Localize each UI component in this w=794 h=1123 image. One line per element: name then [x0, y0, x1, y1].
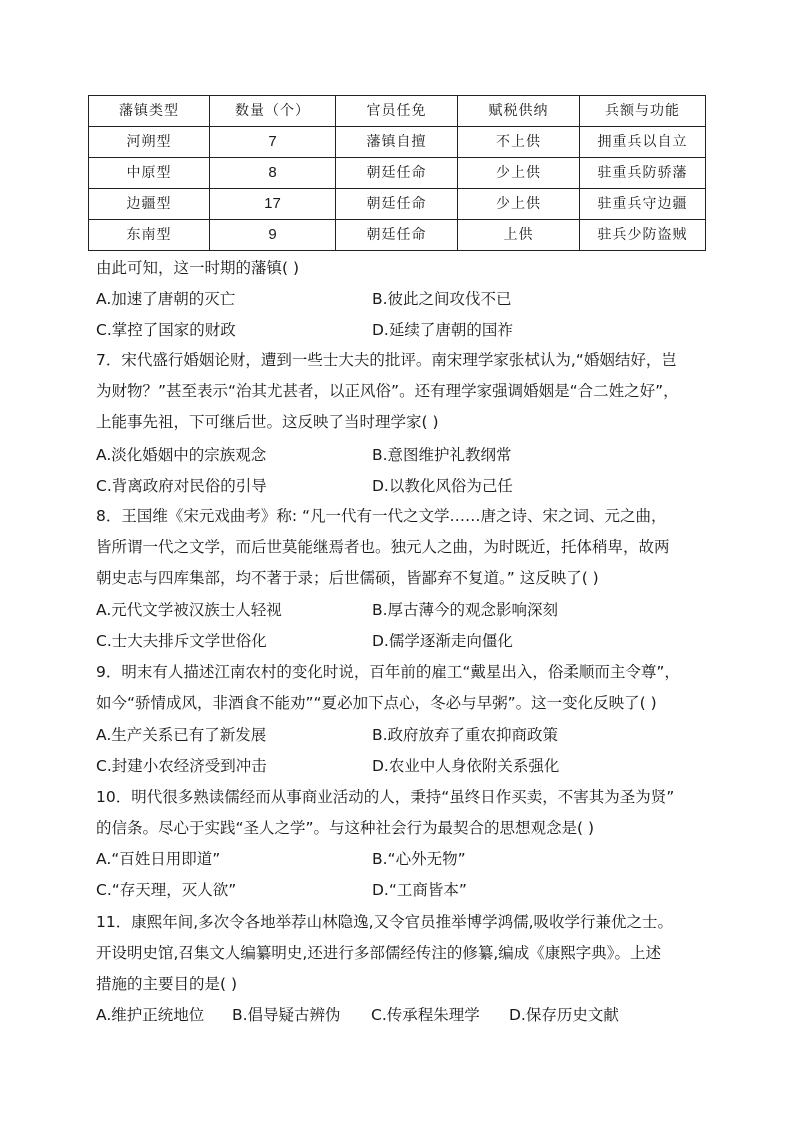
table-row: [89, 189, 706, 220]
q8-option-a[interactable]: A.元代文学被汉族士人轻视: [96, 601, 282, 619]
table-cell: 中原型: [89, 158, 210, 189]
table-cell: 驻兵少防盗贼: [580, 220, 706, 251]
q8-stem-line: 8．王国维《宋元戏曲考》称: “凡一代有一代之文学……唐之诗、宋之词、元之曲，: [96, 507, 667, 525]
table-cell: 东南型: [89, 220, 210, 251]
table-cell: 边疆型: [89, 189, 210, 220]
table-header-row: [89, 96, 706, 127]
table-cell: 少上供: [458, 189, 580, 220]
table-header-cell: 藩镇类型: [89, 96, 210, 127]
q11-option-c[interactable]: C.传承程朱理学: [371, 1006, 480, 1024]
table-cell: 朝廷任命: [336, 189, 458, 220]
q8-option-d[interactable]: D.儒学逐渐走向僵化: [372, 632, 513, 650]
q7-stem-line: 上能事先祖，下可继后世。这反映了当时理学家( ): [96, 413, 439, 431]
q8-option-b[interactable]: B.厚古薄今的观念影响深刻: [372, 601, 559, 619]
q6-option-a[interactable]: A.加速了唐朝的灭亡: [96, 290, 236, 308]
q7-stem-line: 为财物？”甚至表示“治其尤甚者，以正风俗”。还有理学家强调婚姻是“合二姓之好”，: [96, 382, 679, 400]
q8-stem-line: 朝史志与四库集部，均不著于录；后世儒硕，皆鄙弃不复道。” 这反映了( ): [96, 569, 599, 587]
q9-option-d[interactable]: D.农业中人身依附关系强化: [372, 757, 560, 775]
q10-option-a[interactable]: A.“百姓日用即道”: [96, 850, 221, 868]
q6-option-b[interactable]: B.彼此之间攻伐不已: [372, 290, 512, 308]
q11-option-a[interactable]: A.维护正统地位: [96, 1006, 205, 1024]
table-cell: 驻重兵防骄藩: [580, 158, 706, 189]
q9-option-b[interactable]: B.政府放弃了重农抑商政策: [372, 726, 559, 744]
table-cell: 驻重兵守边疆: [580, 189, 706, 220]
table-row: [89, 158, 706, 189]
q11-option-b[interactable]: B.倡导疑古辨伪: [232, 1006, 341, 1024]
q7-option-d[interactable]: D.以教化风俗为己任: [372, 477, 513, 495]
table-cell: 7: [210, 127, 336, 158]
table-header-cell: 赋税供纳: [458, 96, 580, 127]
q9-option-a[interactable]: A.生产关系已有了新发展: [96, 726, 267, 744]
table-cell: 朝廷任命: [336, 220, 458, 251]
fanzhen-table: [88, 95, 706, 251]
q11-option-d[interactable]: D.保存历史文献: [509, 1006, 619, 1024]
table-cell: 藩镇自擅: [336, 127, 458, 158]
table-cell: 不上供: [458, 127, 580, 158]
q9-stem-line: 9．明末有人描述江南农村的变化时说，百年前的雇工“戴星出入，俗柔顺而主令尊”，: [96, 663, 680, 681]
q8-stem-line: 皆所谓一代之文学，而后世莫能继焉者也。独元人之曲，为时既近，托体稍卑，故两: [96, 538, 670, 556]
q6-option-c[interactable]: C.掌控了国家的财政: [96, 321, 236, 339]
table-row: [89, 127, 706, 158]
table-row: [89, 220, 706, 251]
q9-option-c[interactable]: C.封建小农经济受到冲击: [96, 757, 267, 775]
q6-option-d[interactable]: D.延续了唐朝的国祚: [372, 321, 513, 339]
q10-stem-line: 10．明代很多熟读儒经而从事商业活动的人，秉持“虽终日作买卖，不害其为圣为贤”: [96, 788, 675, 806]
q6-stem: 由此可知，这一时期的藩镇( ): [96, 259, 300, 277]
table-cell: 河朔型: [89, 127, 210, 158]
q11-stem-line: 11．康熙年间,多次令各地举荐山林隐逸,又令官员推举博学鸿儒,吸收学行兼优之士。: [96, 913, 674, 931]
q7-option-c[interactable]: C.背离政府对民俗的引导: [96, 477, 267, 495]
q11-stem-line: 开设明史馆,召集文人编纂明史,还进行多部儒经传注的修纂,编成《康熙字典》。上述: [96, 944, 662, 962]
q11-stem-line: 措施的主要目的是( ): [96, 975, 238, 993]
q7-option-b[interactable]: B.意图维护礼教纲常: [372, 446, 512, 464]
table-header-cell: 兵额与功能: [580, 96, 706, 127]
q10-option-c[interactable]: C.“存天理，灭人欲”: [96, 881, 237, 899]
q7-stem-line: 7．宋代盛行婚姻论财，遭到一些士大夫的批评。南宋理学家张栻认为,“婚姻结好，岂: [96, 351, 677, 369]
table-header-cell: 数量（个）: [210, 96, 336, 127]
table-cell: 少上供: [458, 158, 580, 189]
table-cell: 9: [210, 220, 336, 251]
q8-option-c[interactable]: C.士大夫排斥文学世俗化: [96, 632, 267, 650]
q10-option-b[interactable]: B.“心外无物”: [372, 850, 466, 868]
table-cell: 朝廷任命: [336, 158, 458, 189]
table-cell: 8: [210, 158, 336, 189]
q10-stem-line: 的信条。尽心于实践“圣人之学”。与这种社会行为最契合的思想观念是( ): [96, 819, 595, 837]
table-header-cell: 官员任免: [336, 96, 458, 127]
table-cell: 拥重兵以自立: [580, 127, 706, 158]
q7-option-a[interactable]: A.淡化婚姻中的宗族观念: [96, 446, 267, 464]
q9-stem-line: 如今“骄情成风，非酒食不能劝”“夏必加下点心，冬必与早粥”。这一变化反映了( ): [96, 694, 657, 712]
table-cell: 17: [210, 189, 336, 220]
table-cell: 上供: [458, 220, 580, 251]
q10-option-d[interactable]: D.“工商皆本”: [372, 881, 467, 899]
